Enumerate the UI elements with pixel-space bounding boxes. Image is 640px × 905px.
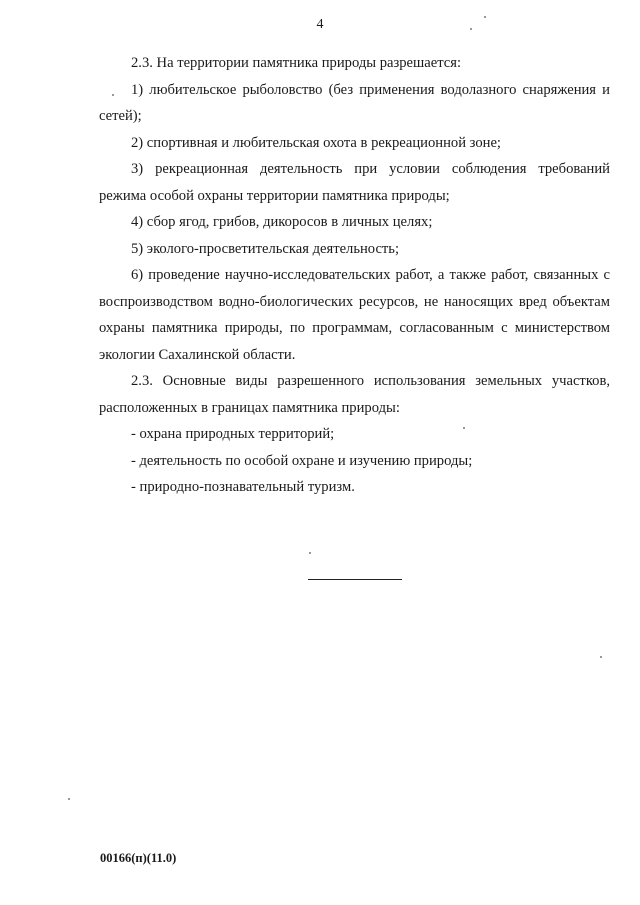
- page-number: 4: [316, 17, 324, 32]
- scan-speck: [600, 656, 602, 658]
- paragraph-section-2-3-land-use: 2.3. Основные виды разрешенного использования земельных участков, расположенных в границах памятника природы:: [99, 373, 610, 416]
- scan-speck: [470, 28, 472, 30]
- list-item-conservation: - деятельность по особой охране и изучению природы;: [131, 452, 473, 469]
- list-item-tourism: - природно-познавательный туризм.: [131, 479, 355, 495]
- scan-speck: [463, 427, 465, 429]
- paragraph-item-2: 2) спортивная и любительская охота в рекреационной зоне;: [131, 134, 501, 151]
- document-code: 00166(п)(11.0): [100, 851, 177, 865]
- paragraph-item-3: 3) рекреационная деятельность при условии соблюдения требований режима особой охраны территории памятника природы;: [99, 161, 610, 204]
- scan-speck: [484, 16, 486, 18]
- paragraph-section-2-3-heading: 2.3. На территории памятника природы разрешается:: [131, 55, 462, 71]
- closing-separator-line: [308, 579, 402, 580]
- document-body: [99, 50, 610, 501]
- scan-speck: [309, 552, 311, 554]
- list-item-protection: - охрана природных территорий;: [131, 426, 335, 442]
- scan-speck: [112, 94, 114, 96]
- paragraph-item-4: 4) сбор ягод, грибов, дикоросов в личных целях;: [131, 214, 433, 230]
- paragraph-item-6: 6) проведение научно-исследовательских работ, а также работ, связанных с воспроизводством водно-биологических ресурсов, не наносящих вред объектам охраны памятника природы, по программам, согласованным с министерством экологии Сахалинской области.: [99, 267, 610, 363]
- paragraph-item-1: 1) любительское рыболовство (без применения водолазного снаряжения и сетей);: [99, 81, 610, 124]
- scan-speck: [68, 798, 70, 800]
- paragraph-item-5: 5) эколого-просветительская деятельность;: [131, 240, 400, 257]
